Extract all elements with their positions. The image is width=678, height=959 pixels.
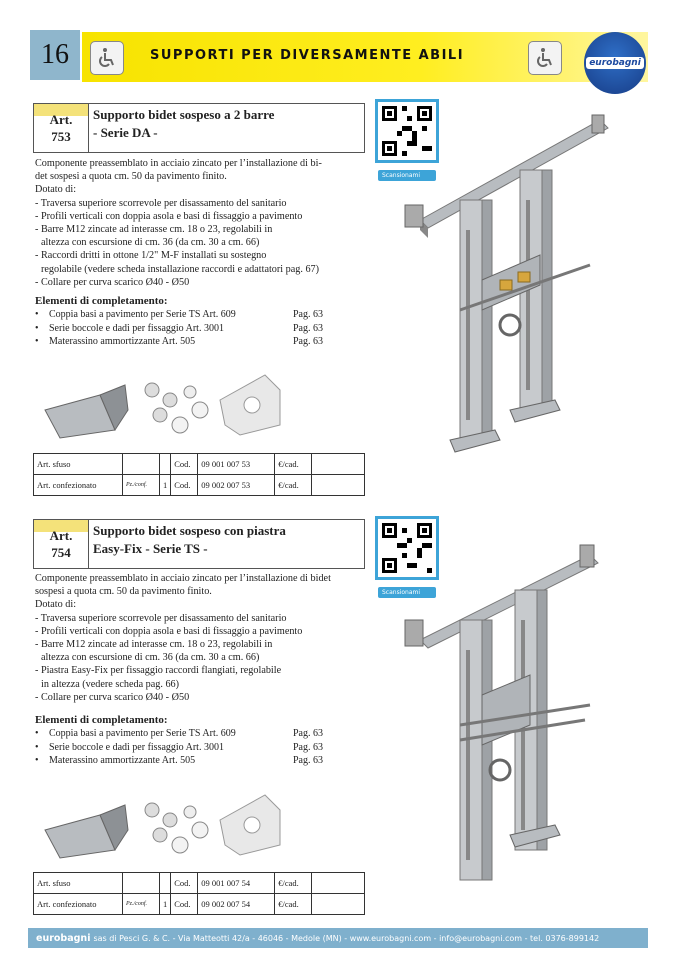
accessories-illustration xyxy=(40,370,290,440)
code-label: Art. confezionato xyxy=(34,894,123,915)
article-header-754 xyxy=(33,519,365,569)
desc-line: - Collare per curva scarico Ø40 - Ø50 xyxy=(35,276,190,288)
element-text: Serie boccole e dadi per fissaggio Art. 3001 xyxy=(49,322,224,334)
product-code: 09 001 007 54 xyxy=(198,873,275,894)
qty: 1 xyxy=(160,894,171,915)
qty: 1 xyxy=(160,475,171,496)
bullet: • xyxy=(35,309,39,321)
desc-line: det sospesi a quota cm. 50 da pavimento finito. xyxy=(35,171,227,183)
article-header-753 xyxy=(33,103,365,153)
list-item xyxy=(35,754,331,768)
wheelchair-icon xyxy=(90,41,124,75)
logo-text: eurobagni xyxy=(586,57,644,69)
art-number: 753 xyxy=(51,129,71,144)
desc-line: Componente preassemblato in acciaio zincato per l’installazione di bi- xyxy=(35,158,322,169)
element-page: Pag. 63 xyxy=(293,755,323,767)
desc-line: - Raccordi dritti in ottone 1/2" M-F installati su sostegno xyxy=(35,250,267,262)
bidet-support-easyfix-illustration xyxy=(400,535,610,905)
footer-brand: eurobagni xyxy=(36,932,91,944)
article-title: Supporto bidet sospeso con piastra xyxy=(93,523,286,538)
product-code: 09 002 007 53 xyxy=(198,475,275,496)
element-page: Pag. 63 xyxy=(293,309,323,321)
article-series: Easy-Fix - Serie TS - xyxy=(93,541,208,556)
qty xyxy=(160,454,171,475)
element-text: Materassino ammortizzante Art. 505 xyxy=(49,755,196,767)
elements-title: Elementi di completamento: xyxy=(35,295,168,308)
art-number: 754 xyxy=(51,545,71,560)
art-label: Art. xyxy=(49,112,73,127)
desc-line: Dotato di: xyxy=(35,599,77,611)
table-row xyxy=(34,475,365,496)
bidet-support-illustration xyxy=(400,110,610,480)
bullet: • xyxy=(35,741,39,753)
pz-conf: Pz./conf. xyxy=(123,894,160,915)
eurobagni-logo xyxy=(584,32,646,94)
desc-line: regolabile (vedere scheda installazione raccordi e adattatori pag. 67) xyxy=(41,263,320,275)
list-item xyxy=(35,741,331,755)
desc-line: - Piastra Easy-Fix per fissaggio raccordi flangiati, regolabile xyxy=(35,665,282,677)
list-item xyxy=(35,335,323,349)
qty xyxy=(160,873,171,894)
desc-line: altezza con escursione di cm. 36 (da cm. 30 a cm. 66) xyxy=(41,237,260,249)
desc-line: - Traversa superiore scorrevole per disassamento del sanitario xyxy=(35,612,287,624)
code-label: Art. sfuso xyxy=(34,454,123,475)
code-label: Art. confezionato xyxy=(34,475,123,496)
wheelchair-icon xyxy=(528,41,562,75)
desc-line: sospesi a quota cm. 50 da pavimento finito. xyxy=(35,586,212,598)
element-text: Coppia basi a pavimento per Serie TS Art. 609 xyxy=(49,309,236,321)
desc-line: - Collare per curva scarico Ø40 - Ø50 xyxy=(35,691,190,703)
pz-conf xyxy=(123,873,160,894)
desc-line: Componente preassemblato in acciaio zincato per l’installazione di bidet xyxy=(35,573,331,584)
cod-label: Cod. xyxy=(171,475,198,496)
desc-line: - Traversa superiore scorrevole per disassamento del sanitario xyxy=(35,197,287,209)
desc-line: - Profili verticali con doppia asola e basi di fissaggio a pavimento xyxy=(35,625,303,637)
desc-line: altezza con escursione di cm. 36 (da cm. 30 a cm. 66) xyxy=(41,652,260,664)
price xyxy=(312,475,365,496)
list-item xyxy=(35,308,323,322)
bullet: • xyxy=(35,755,39,767)
element-text: Coppia basi a pavimento per Serie TS Art. 609 xyxy=(49,728,236,740)
footer-contact: sas di Pesci G. & C. - Via Matteotti 42/a - 46046 - Medole (MN) - www.eurobagni.com - info@eurobagni.com - tel. 0376-899142 xyxy=(93,933,600,943)
element-page: Pag. 63 xyxy=(293,336,323,348)
page-number: 16 xyxy=(30,30,80,80)
scan-label: Scansionami xyxy=(378,170,436,181)
footer xyxy=(28,928,648,948)
bullet: • xyxy=(35,728,39,740)
table-row xyxy=(34,873,365,894)
price xyxy=(312,454,365,475)
article-description-753 xyxy=(35,157,323,349)
codes-table-753 xyxy=(33,453,365,496)
table-row xyxy=(34,454,365,475)
codes-table-754 xyxy=(33,872,365,915)
unit: €/cad. xyxy=(275,873,312,894)
desc-line: - Barre M12 zincate ad interasse cm. 18 o 23, regolabili in xyxy=(35,639,273,651)
article-title: Supporto bidet sospeso a 2 barre xyxy=(93,107,275,122)
pz-conf xyxy=(123,454,160,475)
elements-title: Elementi di completamento: xyxy=(35,714,168,727)
art-label: Art. xyxy=(49,528,73,543)
price xyxy=(312,873,365,894)
bullet: • xyxy=(35,336,39,348)
cod-label: Cod. xyxy=(171,454,198,475)
unit: €/cad. xyxy=(275,454,312,475)
desc-line: - Barre M12 zincate ad interasse cm. 18 o 23, regolabili in xyxy=(35,224,273,236)
unit: €/cad. xyxy=(275,894,312,915)
element-page: Pag. 63 xyxy=(293,728,323,740)
cod-label: Cod. xyxy=(171,894,198,915)
code-label: Art. sfuso xyxy=(34,873,123,894)
unit: €/cad. xyxy=(275,475,312,496)
scan-label: Scansionami xyxy=(378,587,436,598)
product-code: 09 002 007 54 xyxy=(198,894,275,915)
cod-label: Cod. xyxy=(171,873,198,894)
table-row xyxy=(34,894,365,915)
accessories-illustration xyxy=(40,790,290,860)
product-code: 09 001 007 53 xyxy=(198,454,275,475)
desc-line: Dotato di: xyxy=(35,184,77,196)
page-title: SUPPORTI PER DIVERSAMENTE ABILI xyxy=(150,48,465,63)
element-text: Serie boccole e dadi per fissaggio Art. 3001 xyxy=(49,741,224,753)
desc-line: in altezza (vedere scheda pag. 66) xyxy=(41,678,180,690)
article-series: - Serie DA - xyxy=(93,125,158,140)
element-page: Pag. 63 xyxy=(293,741,323,753)
desc-line: - Profili verticali con doppia asola e basi di fissaggio a pavimento xyxy=(35,210,303,222)
element-text: Materassino ammortizzante Art. 505 xyxy=(49,336,196,348)
bullet: • xyxy=(35,322,39,334)
article-description-754 xyxy=(35,572,331,768)
pz-conf: Pz./conf. xyxy=(123,475,160,496)
price xyxy=(312,894,365,915)
element-page: Pag. 63 xyxy=(293,322,323,334)
list-item xyxy=(35,727,331,741)
list-item xyxy=(35,322,323,336)
